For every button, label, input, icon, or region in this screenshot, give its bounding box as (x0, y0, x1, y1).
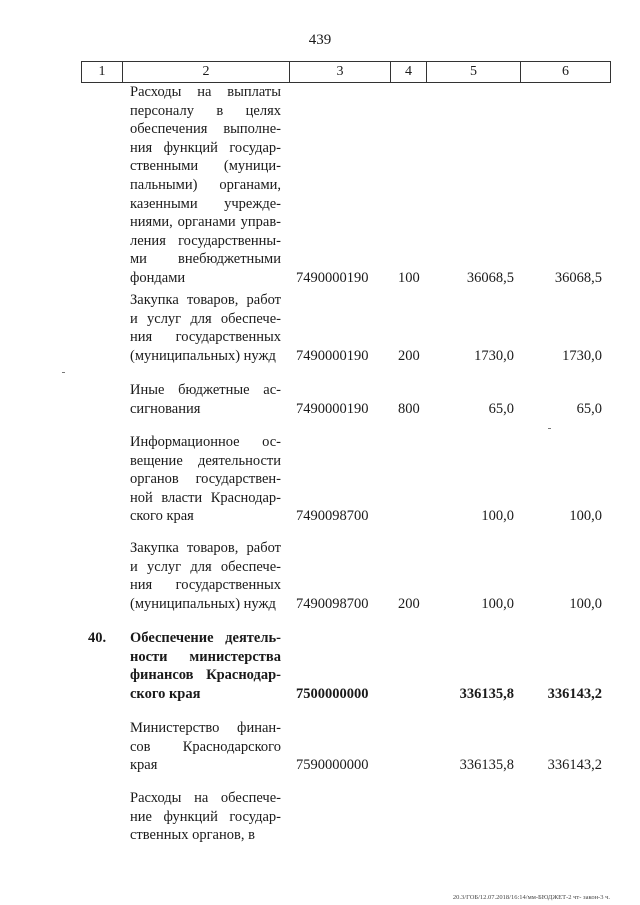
description-line: ми внебюджетными (130, 251, 281, 268)
description-line: (муниципальных) нужд (130, 347, 276, 364)
row-code: 7590000000 (296, 757, 369, 774)
row-code: 7490098700 (296, 508, 369, 525)
description-line: Закупка товаров, работ (130, 292, 281, 308)
description-line: финансов Краснодар- (130, 667, 281, 684)
row-description (130, 291, 281, 365)
row-value-col6: 336143,2 (547, 685, 602, 702)
description-line: ниями, органами управ- (130, 214, 281, 231)
row-code: 7500000000 (296, 685, 369, 702)
description-line: и услуг для обеспече- (130, 558, 281, 575)
column-header-6: 6 (521, 62, 611, 83)
description-line: Расходы на обеспече- (130, 790, 281, 806)
row-value-col5: 336135,8 (459, 685, 514, 702)
description-line: органов государствен- (130, 471, 281, 488)
scan-mark (62, 372, 65, 373)
table-row (0, 629, 640, 703)
row-description (130, 719, 281, 775)
footer-note: 20.3/ГОБ/12.07.2018/16:14/мм-БЮДЖЕТ-2 чт- закон-3 ч. (452, 894, 610, 901)
description-line: казенными учрежде- (130, 195, 281, 212)
row-number: 40. (88, 630, 107, 646)
table-row (0, 291, 640, 365)
table-row (0, 719, 640, 775)
row-description (130, 629, 281, 703)
description-line: края (130, 757, 158, 774)
description-line: ского края (130, 508, 194, 525)
description-line: пальными) органами, (130, 176, 281, 193)
description-line: ной власти Краснодар- (130, 489, 281, 506)
table-row (0, 433, 640, 526)
scan-mark (548, 428, 551, 429)
description-line: ния государственных (130, 329, 281, 346)
row-description (130, 433, 281, 526)
description-line: ния функций государ- (130, 139, 281, 156)
row-value-col6: 100,0 (569, 508, 602, 525)
row-value-col6: 1730,0 (562, 347, 602, 364)
row-expense-type: 100 (398, 270, 420, 286)
table-row (0, 789, 640, 845)
description-line: Министерство финан- (130, 720, 281, 736)
row-description (130, 539, 281, 613)
description-line: Закупка товаров, работ (130, 540, 281, 556)
column-header-2: 2 (123, 62, 290, 83)
description-line: (муниципальных) нужд (130, 595, 276, 612)
description-line: Расходы на выплаты (130, 84, 281, 100)
description-line: персоналу в целях (130, 102, 281, 119)
description-line: ственных органов, в (130, 827, 255, 844)
row-code: 7490000190 (296, 400, 369, 417)
description-line: ния государственных (130, 577, 281, 594)
description-line: ского края (130, 685, 201, 702)
row-expense-type: 200 (398, 595, 420, 612)
row-value-col5: 65,0 (488, 400, 514, 417)
row-value-col6: 65,0 (576, 400, 602, 417)
column-header-5: 5 (427, 62, 521, 83)
description-line: ления государственны- (130, 232, 281, 249)
row-value-col5: 100,0 (481, 595, 514, 612)
row-value-col5: 1730,0 (474, 347, 514, 364)
description-line: фондами (130, 269, 186, 286)
description-line: ние функций государ- (130, 808, 281, 825)
description-line: и услуг для обеспече- (130, 310, 281, 327)
table-row (0, 381, 640, 418)
row-description (130, 789, 281, 845)
description-line: сов Краснодарского (130, 738, 281, 755)
row-value-col5: 336135,8 (459, 757, 514, 774)
column-header-4: 4 (391, 62, 427, 83)
row-value-col6: 100,0 (569, 595, 602, 612)
row-value-col5: 100,0 (481, 508, 514, 525)
row-description (130, 83, 281, 288)
row-description (130, 381, 281, 418)
description-line: вещение деятельности (130, 452, 281, 469)
row-code: 7490098700 (296, 595, 369, 612)
row-value-col6: 36068,5 (554, 270, 602, 286)
row-value-col5: 36068,5 (466, 270, 514, 286)
description-line: Иные бюджетные ас- (130, 382, 281, 398)
column-header-row (81, 61, 611, 83)
description-line: обеспечения выполне- (130, 121, 281, 138)
column-header-3: 3 (290, 62, 391, 83)
description-line: Обеспечение деятель- (130, 630, 281, 646)
description-line: сигнования (130, 400, 201, 417)
table-row (0, 83, 640, 288)
row-expense-type: 800 (398, 400, 420, 417)
description-line: ственными (муници- (130, 158, 281, 175)
description-line: ности министерства (130, 648, 281, 665)
row-value-col6: 336143,2 (547, 757, 602, 774)
table-row (0, 539, 640, 613)
description-line: Информационное ос- (130, 434, 281, 450)
row-code: 7490000190 (296, 270, 369, 286)
column-header-1: 1 (82, 62, 123, 83)
row-code: 7490000190 (296, 347, 369, 364)
row-expense-type: 200 (398, 347, 420, 364)
page-number: 439 (308, 32, 332, 48)
